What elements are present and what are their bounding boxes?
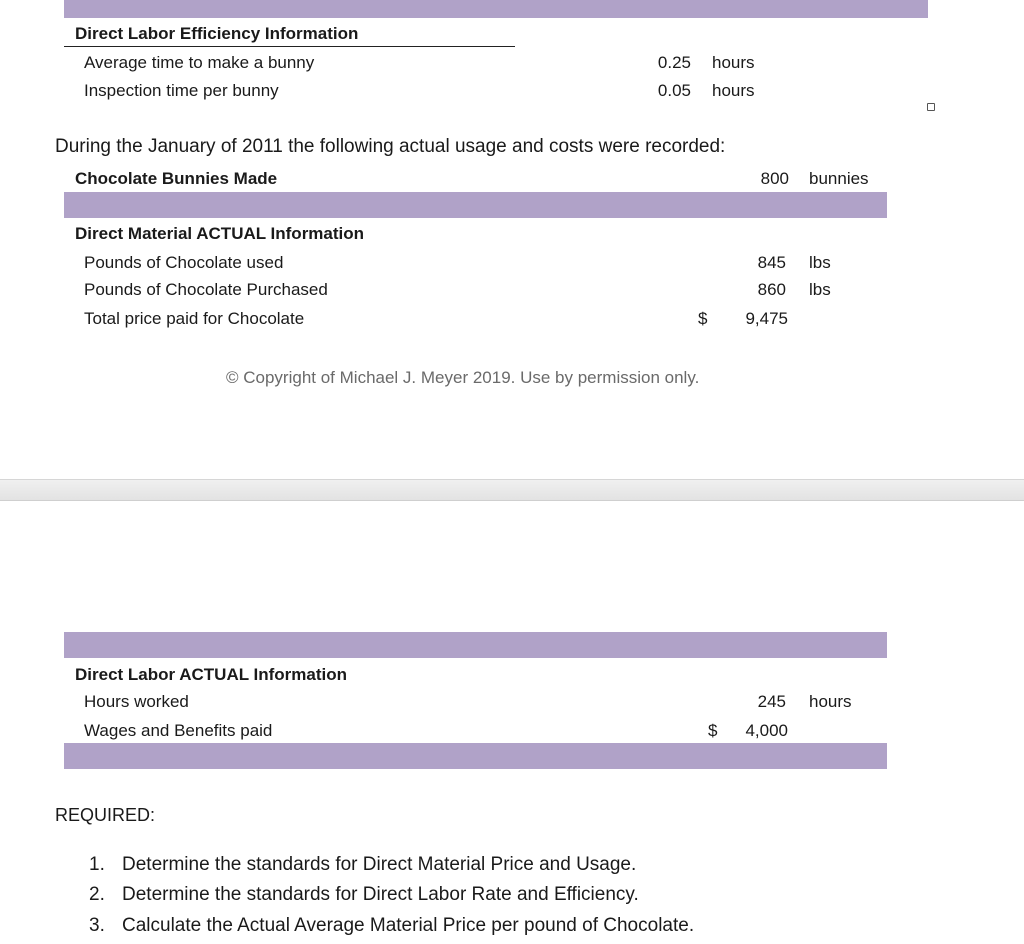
required-item-number: 2. — [89, 884, 105, 905]
required-item-text: Determine the standards for Direct Labor Rate and Efficiency. — [122, 884, 639, 905]
labor-efficiency-row-unit: hours — [712, 53, 755, 72]
bunnies-made-label: Chocolate Bunnies Made — [75, 169, 278, 188]
required-title: REQUIRED: — [55, 805, 156, 825]
section-band-labor-bottom — [64, 743, 887, 769]
section-band-labor-top — [64, 632, 887, 658]
material-row-label: Total price paid for Chocolate — [84, 309, 305, 328]
labor-efficiency-row-value: 0.25 — [657, 53, 691, 72]
material-row-currency: $ — [698, 309, 708, 328]
material-row-label: Pounds of Chocolate Purchased — [84, 280, 328, 299]
material-row-unit: lbs — [809, 280, 831, 299]
material-actual-heading: Direct Material ACTUAL Information — [75, 224, 365, 243]
labor-efficiency-row-unit: hours — [712, 81, 755, 100]
labor-efficiency-row-label: Inspection time per bunny — [84, 81, 279, 100]
labor-row-unit: hours — [809, 692, 852, 711]
intro-text: During the January of 2011 the following actual usage and costs were recorded: — [55, 136, 726, 157]
section-band-material — [64, 192, 887, 218]
labor-efficiency-heading: Direct Labor Efficiency Information — [75, 24, 359, 43]
material-row-unit: lbs — [809, 253, 831, 272]
labor-actual-heading: Direct Labor ACTUAL Information — [75, 665, 348, 684]
bunnies-made-unit: bunnies — [809, 169, 869, 188]
labor-row-label: Wages and Benefits paid — [84, 721, 273, 740]
required-item-number: 1. — [89, 854, 105, 875]
labor-row-value: 245 — [757, 692, 786, 711]
required-item-text: Calculate the Actual Average Material Price per pound of Chocolate. — [122, 915, 695, 936]
labor-efficiency-row-value: 0.05 — [657, 81, 691, 100]
header-band-top — [64, 0, 928, 18]
material-row-label: Pounds of Chocolate used — [84, 253, 284, 272]
labor-row-value: 4,000 — [745, 721, 788, 740]
required-item-text: Determine the standards for Direct Material Price and Usage. — [122, 854, 637, 875]
heading-underline — [64, 46, 515, 47]
labor-row-currency: $ — [708, 721, 718, 740]
required-item-number: 3. — [89, 915, 105, 936]
page-break — [0, 479, 1024, 501]
material-row-value: 9,475 — [745, 309, 788, 328]
checkbox-icon[interactable] — [927, 103, 935, 111]
material-row-value: 845 — [757, 253, 786, 272]
copyright-notice: © Copyright of Michael J. Meyer 2019. Use by permission only. — [226, 368, 700, 387]
material-row-value: 860 — [757, 280, 786, 299]
labor-row-label: Hours worked — [84, 692, 189, 711]
labor-efficiency-row-label: Average time to make a bunny — [84, 53, 315, 72]
bunnies-made-value: 800 — [760, 169, 789, 188]
